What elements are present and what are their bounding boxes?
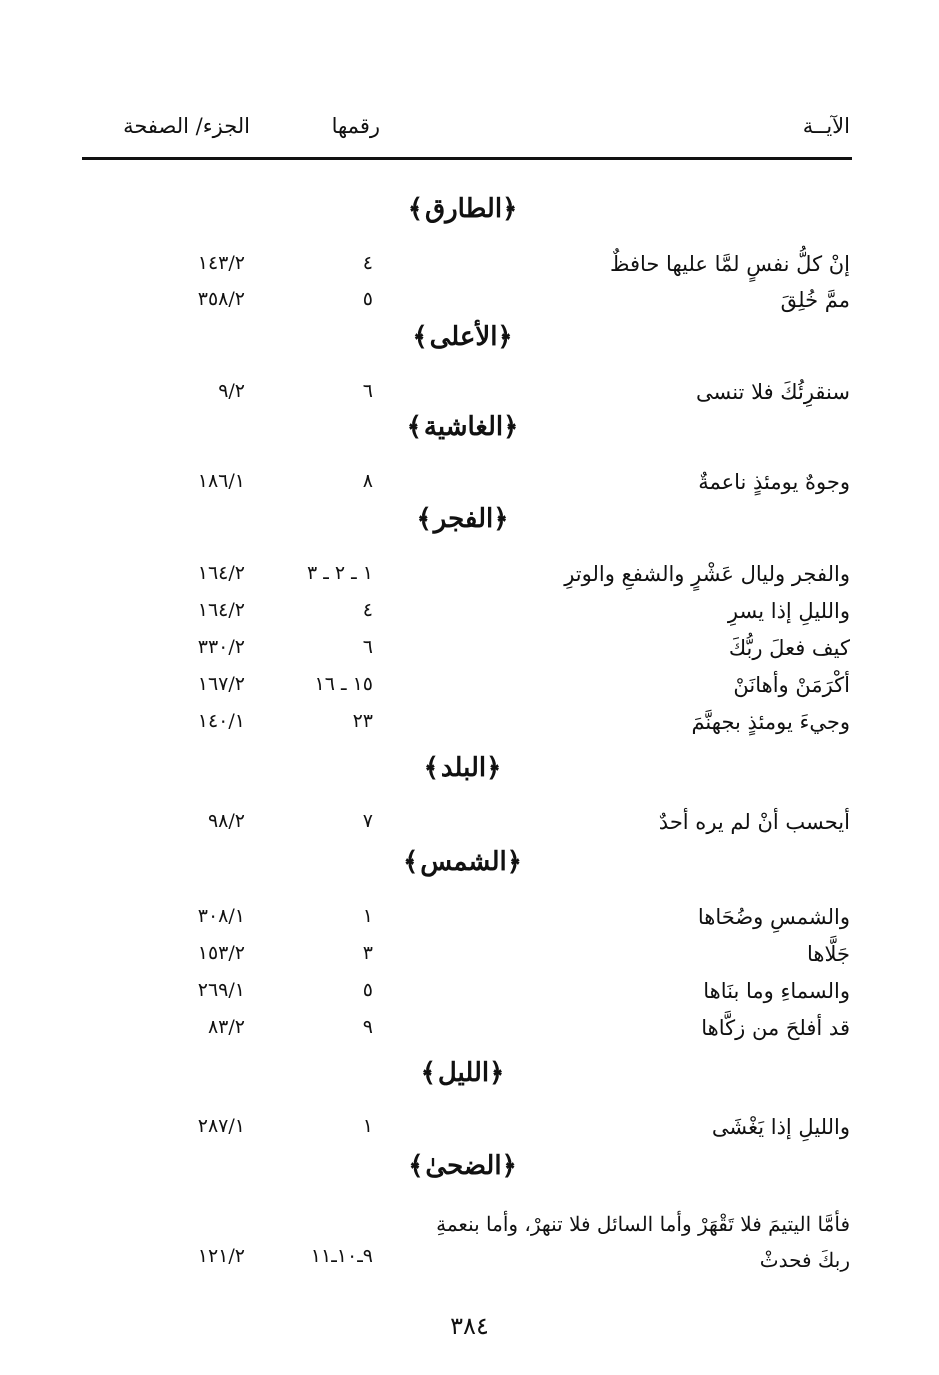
volume-page: ٩٨/٢ <box>207 810 245 832</box>
verse-text: والشمسِ وضُحَاها <box>697 905 850 929</box>
surah-title: الليل <box>437 1058 490 1088</box>
verse-text: إنْ كلُّ نفسٍ لمَّا عليها حافظٌ <box>610 252 850 276</box>
surah-heading <box>0 412 939 442</box>
surah-title: الشمس <box>420 847 507 877</box>
verse-text: كيف فعلَ ربُّكَ <box>728 636 850 660</box>
verse-text: قد أفلحَ من زكَّاها <box>701 1016 850 1040</box>
verse-text: سنقرِئُكَ فلا تنسى <box>695 380 850 404</box>
verse-text: والليلِ إذا يسرِ <box>727 599 850 623</box>
table-row <box>0 599 939 633</box>
surah-heading <box>0 1151 939 1181</box>
surah-heading <box>0 504 939 534</box>
volume-page: ١٦٤/٢ <box>197 599 245 621</box>
volume-page: ١٤٠/١ <box>197 710 245 732</box>
page-number: ٣٨٤ <box>450 1312 489 1340</box>
ornament-icon: ﴿ <box>497 322 513 352</box>
ornament-icon: ﴿ <box>506 847 522 877</box>
ornament-icon: ﴾ <box>416 504 432 534</box>
table-row <box>0 562 939 596</box>
verse-text: والليلِ إذا يَغْشَى <box>711 1115 850 1139</box>
volume-page: ٣٥٨/٢ <box>197 288 245 310</box>
surah-title: الفجر <box>433 504 494 534</box>
ornament-icon: ﴾ <box>408 1151 424 1181</box>
table-row <box>0 1245 939 1279</box>
surah-title: الغاشية <box>423 412 504 442</box>
table-row <box>0 710 939 744</box>
verse-number: ١ ـ ٢ ـ ٣ <box>307 562 373 584</box>
volume-page: ١٦٤/٢ <box>197 562 245 584</box>
table-row <box>0 380 939 414</box>
verse-text: ممَّ خُلِقَ <box>780 288 850 312</box>
volume-page: ٣٠٨/١ <box>197 905 245 927</box>
verse-number: ٩ـ١٠ـ١١ <box>310 1245 373 1267</box>
verse-number: ٨ <box>362 470 373 492</box>
surah-heading <box>0 322 939 352</box>
table-row <box>0 252 939 286</box>
verse-number: ٥ <box>362 288 373 310</box>
table-row <box>0 636 939 670</box>
verse-text: وجيءَ يومئذٍ بجهنَّمَ <box>691 710 850 734</box>
volume-page: ١٤٣/٢ <box>197 252 245 274</box>
table-row <box>0 905 939 939</box>
verse-number: ٢٣ <box>352 710 373 732</box>
ornament-icon: ﴾ <box>403 847 419 877</box>
volume-page: ١٢١/٢ <box>197 1245 245 1267</box>
surah-title: الطارق <box>424 194 503 224</box>
column-header-page: الجزء/ الصفحة <box>123 114 250 138</box>
verse-number: ٥ <box>362 979 373 1001</box>
verse-number: ١ <box>362 905 373 927</box>
verse-number: ٤ <box>362 599 373 621</box>
header-divider <box>82 157 852 160</box>
volume-page: ٨٣/٢ <box>207 1016 245 1038</box>
ornament-icon: ﴿ <box>489 1058 505 1088</box>
table-row <box>0 1016 939 1050</box>
table-row <box>0 1115 939 1149</box>
surah-heading <box>0 753 939 783</box>
ornament-icon: ﴾ <box>406 412 422 442</box>
surah-heading <box>0 1058 939 1088</box>
verse-text: أيحسب أنْ لم يره أحدٌ <box>658 810 850 834</box>
column-header-number: رقمها <box>331 114 380 138</box>
surah-title: الأعلى <box>429 322 498 352</box>
verse-number: ٤ <box>362 252 373 274</box>
verse-text: وجوهٌ يومئذٍ ناعمةٌ <box>698 470 850 494</box>
verse-number: ٦ <box>362 636 373 658</box>
table-row <box>0 288 939 322</box>
verse-text: فأمَّا اليتيمَ فلا تَقْهَرْ وأما السائل فلا تنهرْ، وأما بنعمةِ ربكَ فحدثْ <box>436 1212 850 1272</box>
volume-page: ١٥٣/٢ <box>197 942 245 964</box>
ornament-icon: ﴿ <box>486 753 502 783</box>
table-row <box>0 979 939 1013</box>
table-row <box>0 942 939 976</box>
volume-page: ٢٦٩/١ <box>197 979 245 1001</box>
table-row <box>0 673 939 707</box>
verse-text: جَلَّاها <box>807 942 850 966</box>
ornament-icon: ﴾ <box>412 322 428 352</box>
volume-page: ١٨٦/١ <box>197 470 245 492</box>
ornament-icon: ﴿ <box>501 1151 517 1181</box>
ornament-icon: ﴾ <box>407 194 423 224</box>
ornament-icon: ﴿ <box>493 504 509 534</box>
ornament-icon: ﴿ <box>502 194 518 224</box>
surah-title: البلد <box>440 753 487 783</box>
volume-page: ١٦٧/٢ <box>197 673 245 695</box>
verse-number: ٩ <box>362 1016 373 1038</box>
verse-number: ١٥ ـ ١٦ <box>314 673 373 695</box>
ornament-icon: ﴾ <box>420 1058 436 1088</box>
surah-heading <box>0 847 939 877</box>
surah-title: الضحىٰ <box>425 1151 502 1181</box>
verse-number: ٦ <box>362 380 373 402</box>
verse-text: والسماءِ وما بنَاها <box>703 979 850 1003</box>
verse-number: ٣ <box>362 942 373 964</box>
ornament-icon: ﴿ <box>503 412 519 442</box>
verse-number: ٧ <box>362 810 373 832</box>
verse-number: ١ <box>362 1115 373 1137</box>
table-row <box>0 810 939 844</box>
ornament-icon: ﴾ <box>423 753 439 783</box>
column-header-verse: الآيــة <box>802 114 850 138</box>
volume-page: ٩/٢ <box>218 380 245 402</box>
volume-page: ٢٨٧/١ <box>197 1115 245 1137</box>
volume-page: ٣٣٠/٢ <box>197 636 245 658</box>
table-row <box>0 470 939 504</box>
verse-text: أكْرَمَنْ وأهانَنْ <box>733 673 850 697</box>
verse-text: والفجر وليال عَشْرٍ والشفعِ والوترِ <box>564 562 850 586</box>
surah-heading <box>0 194 939 224</box>
